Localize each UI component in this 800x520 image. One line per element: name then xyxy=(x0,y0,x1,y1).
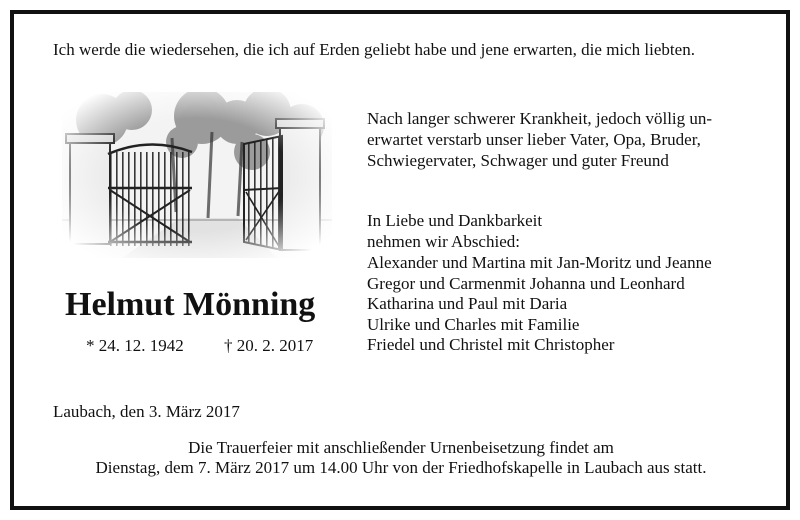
birth-date: * 24. 12. 1942 xyxy=(86,336,184,355)
mourners-list xyxy=(367,253,712,356)
mourner-entry: Ulrike und Charles mit Familie xyxy=(367,314,580,334)
death-announcement xyxy=(367,108,749,171)
cemetery-gate-icon xyxy=(62,92,332,258)
mourner-entry: Gregor und Carmenmit Johanna und Leonhard xyxy=(367,273,685,293)
farewell-intro-line: In Liebe und Dankbarkeit xyxy=(367,211,543,230)
announcement-line: Schwiegervater, Schwager und guter Freund xyxy=(367,151,669,170)
mourner-entry: Friedel und Christel mit Christopher xyxy=(367,335,615,354)
farewell-intro-line: nehmen wir Abschied: xyxy=(367,232,520,251)
service-line: Die Trauerfeier mit anschließender Urnenbeisetzung findet am xyxy=(188,438,614,457)
service-line: Dienstag, dem 7. März 2017 um 14.00 Uhr von der Friedhofskapelle in Laubach aus statt. xyxy=(95,458,707,477)
announcement-line: erwartet verstarb unser lieber Vater, Opa, Bruder, xyxy=(367,130,701,149)
memorial-quote: Ich werde die wiedersehen, die ich auf Erden geliebt habe und jene erwarten, die mich liebten. xyxy=(53,40,695,59)
death-date: † 20. 2. 2017 xyxy=(224,336,314,355)
farewell-intro xyxy=(367,210,542,252)
mourner-entry: Alexander und Martina mit Jan-Moritz und Jeanne xyxy=(367,253,712,272)
place-and-date: Laubach, den 3. März 2017 xyxy=(53,402,240,421)
announcement-line: Nach langer schwerer Krankheit, jedoch völlig un- xyxy=(367,109,713,128)
mourner-entry: Katharina und Paul mit Daria xyxy=(367,294,568,313)
deceased-name: Helmut Mönning xyxy=(65,286,316,323)
funeral-service-notice xyxy=(40,438,762,478)
